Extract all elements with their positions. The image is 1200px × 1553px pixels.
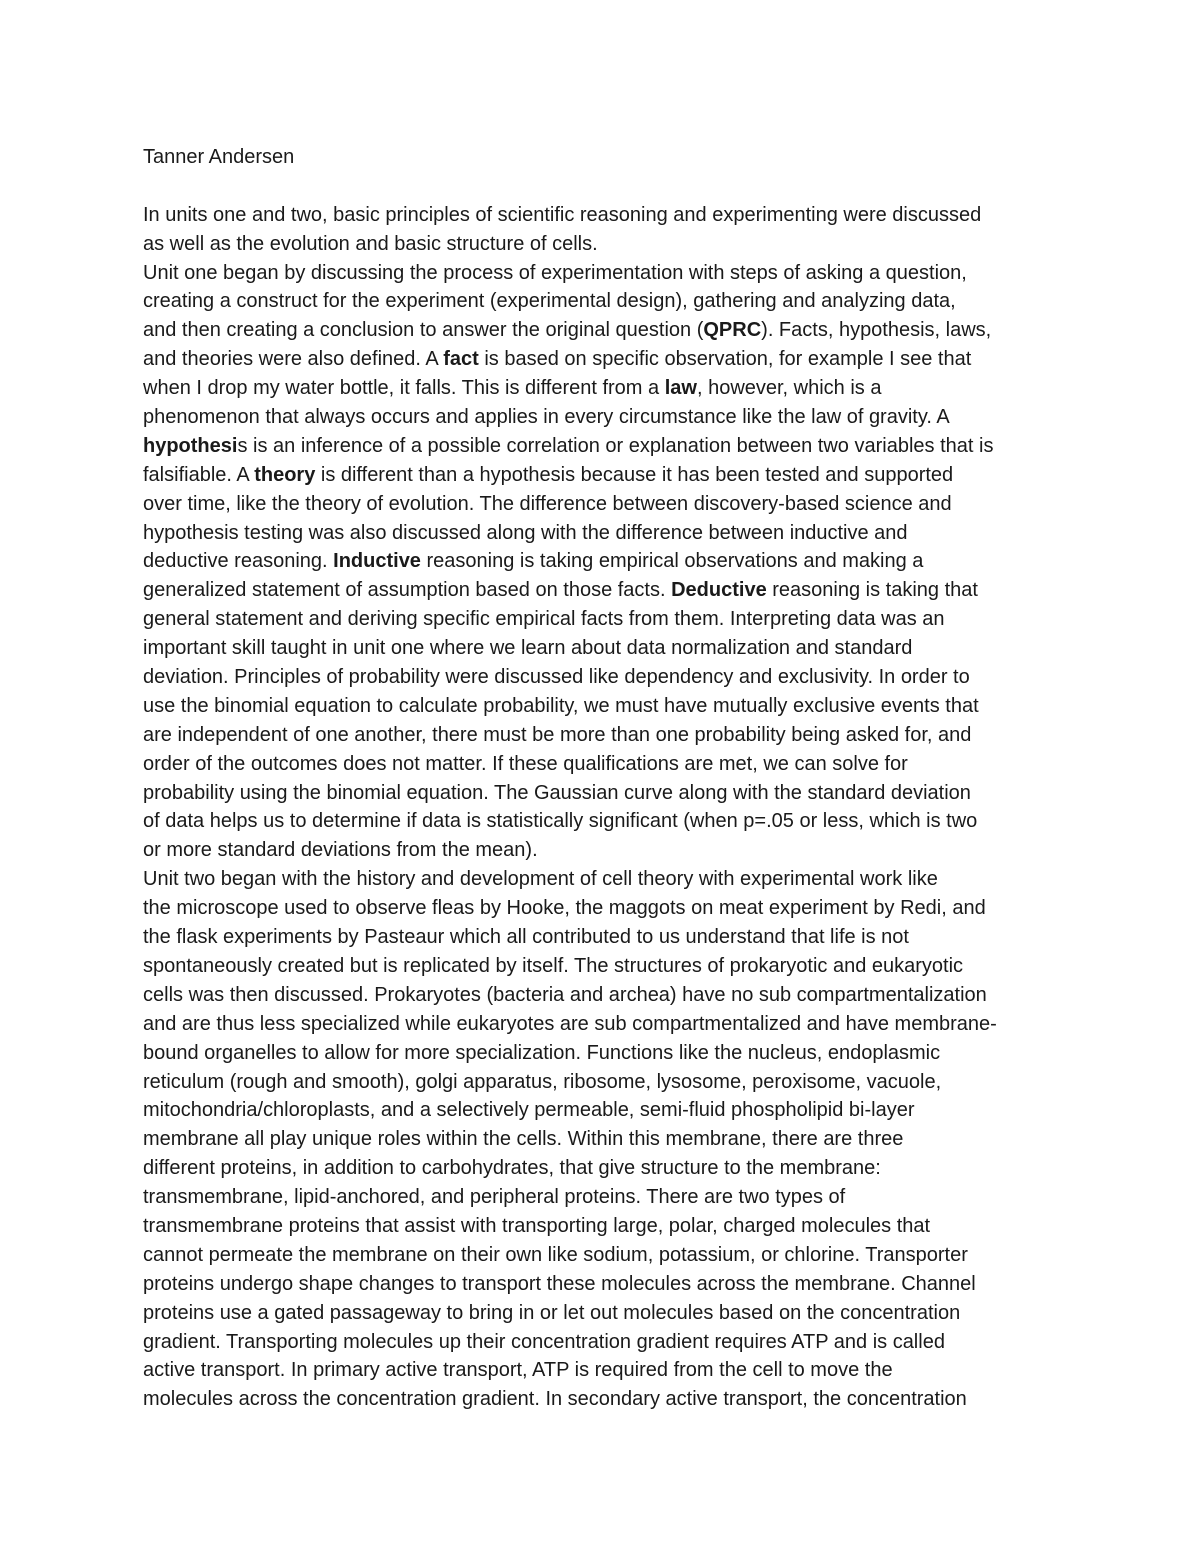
text-line <box>143 345 1073 374</box>
text-segment: when I drop my water bottle, it falls. This is different from a <box>143 377 665 400</box>
text-segment: bound organelles to allow for more specialization. Functions like the nucleus, endoplasmic <box>143 1041 941 1064</box>
text-segment: cells was then discussed. Prokaryotes (bacteria and archea) have no sub compartmentalization <box>143 983 987 1006</box>
text-line <box>143 1385 1073 1414</box>
text-line <box>143 374 1073 403</box>
text-line <box>143 981 1073 1010</box>
blank-line <box>143 172 1073 201</box>
text-segment: the microscope used to observe fleas by Hooke, the maggots on meat experiment by Redi, and <box>143 897 986 920</box>
text-line <box>143 1183 1073 1212</box>
text-segment: hypothesis testing was also discussed along with the difference between inductive and <box>143 521 908 544</box>
text-line <box>143 836 1073 865</box>
text-segment: phenomenon that always occurs and applies in every circumstance like the law of gravity. A <box>143 406 950 429</box>
text-line <box>143 663 1073 692</box>
bold-term: Inductive <box>333 550 421 573</box>
text-segment: different proteins, in addition to carbohydrates, that give structure to the membrane: <box>143 1157 881 1180</box>
bold-term: fact <box>443 348 479 371</box>
text-segment: active transport. In primary active transport, ATP is required from the cell to move the <box>143 1359 893 1382</box>
text-segment: , however, which is a <box>696 377 882 400</box>
text-line <box>143 1125 1073 1154</box>
text-segment: proteins use a gated passageway to bring in or let out molecules based on the concentration <box>143 1301 961 1324</box>
text-line <box>143 230 1073 259</box>
text-line <box>143 952 1073 981</box>
text-segment: use the binomial equation to calculate probability, we must have mutually exclusive events that <box>143 694 979 717</box>
text-line <box>143 461 1073 490</box>
text-segment: membrane all play unique roles within the cells. Within this membrane, there are three <box>143 1128 904 1151</box>
text-segment: generalized statement of assumption based on those facts. <box>143 579 672 602</box>
text-line <box>143 490 1073 519</box>
text-line <box>143 432 1073 461</box>
text-segment: is different than a hypothesis because it has been tested and supported <box>315 463 954 486</box>
text-segment: s is an inference of a possible correlation or explanation between two variables that is <box>237 434 994 457</box>
text-segment: as well as the evolution and basic structure of cells. <box>143 232 598 255</box>
text-segment: In units one and two, basic principles of scientific reasoning and experimenting were discussed <box>143 203 982 226</box>
text-line <box>143 807 1073 836</box>
text-line <box>143 1154 1073 1183</box>
text-line <box>143 692 1073 721</box>
text-segment: molecules across the concentration gradient. In secondary active transport, the concentration <box>143 1388 967 1411</box>
text-segment: or more standard deviations from the mean). <box>143 839 538 862</box>
text-segment: reasoning is taking empirical observations and making a <box>420 550 924 573</box>
bold-term: hypothesi <box>143 434 238 457</box>
text-segment: transmembrane, lipid-anchored, and peripheral proteins. There are two types of <box>143 1186 846 1209</box>
text-line <box>143 1328 1073 1357</box>
text-line <box>143 1356 1073 1385</box>
text-line <box>143 1068 1073 1097</box>
text-segment: mitochondria/chloroplasts, and a selectively permeable, semi-fluid phospholipid bi-layer <box>143 1099 915 1122</box>
text-segment: over time, like the theory of evolution. The difference between discovery-based science and <box>143 492 952 515</box>
text-segment: probability using the binomial equation. The Gaussian curve along with the standard deviation <box>143 781 971 804</box>
text-line <box>143 750 1073 779</box>
text-segment: order of the outcomes does not matter. If these qualifications are met, we can solve for <box>143 752 908 775</box>
author-name: Tanner Andersen <box>143 146 295 168</box>
text-segment: the flask experiments by Pasteaur which all contributed to us understand that life is not <box>143 926 909 949</box>
text-segment: general statement and deriving specific empirical facts from them. Interpreting data was an <box>143 608 945 631</box>
text-segment: and theories were also defined. A <box>143 348 444 371</box>
text-segment: spontaneously created but is replicated by itself. The structures of prokaryotic and eukaryotic <box>143 954 964 977</box>
text-line <box>143 865 1073 894</box>
text-segment: of data helps us to determine if data is statistically significant (when p=.05 or less, which is two <box>143 810 978 833</box>
text-line <box>143 721 1073 750</box>
text-segment: are independent of one another, there must be more than one probability being asked for, and <box>143 723 972 746</box>
text-line <box>143 634 1073 663</box>
text-line <box>143 1010 1073 1039</box>
text-segment: gradient. Transporting molecules up their concentration gradient requires ATP and is called <box>143 1330 945 1353</box>
text-segment: falsifiable. A <box>143 463 255 486</box>
text-segment: ). Facts, hypothesis, laws, <box>761 319 992 342</box>
text-segment: Unit two began with the history and development of cell theory with experimental work like <box>143 868 938 891</box>
bold-term: theory <box>254 463 316 486</box>
text-segment: cannot permeate the membrane on their own like sodium, potassium, or chlorine. Transporter <box>143 1243 968 1266</box>
bold-term: QPRC <box>703 319 762 342</box>
text-segment: creating a construct for the experiment (experimental design), gathering and analyzing data, <box>143 290 956 313</box>
text-line <box>143 605 1073 634</box>
text-line <box>143 201 1073 230</box>
text-segment: important skill taught in unit one where we learn about data normalization and standard <box>143 637 913 660</box>
text-line <box>143 1039 1073 1068</box>
text-line <box>143 1096 1073 1125</box>
text-line <box>143 576 1073 605</box>
text-line <box>143 403 1073 432</box>
text-segment: reasoning is taking that <box>766 579 978 602</box>
text-line <box>143 1299 1073 1328</box>
text-line <box>143 894 1073 923</box>
body-text <box>143 201 1073 1414</box>
text-segment: is based on specific observation, for example I see that <box>478 348 972 371</box>
text-segment: and are thus less specialized while eukaryotes are sub compartmentalized and have membrane- <box>143 1012 997 1035</box>
text-line <box>143 779 1073 808</box>
bold-term: Deductive <box>671 579 767 602</box>
text-segment: transmembrane proteins that assist with transporting large, polar, charged molecules that <box>143 1214 931 1237</box>
text-line <box>143 1270 1073 1299</box>
text-line <box>143 316 1073 345</box>
text-segment: deviation. Principles of probability were discussed like dependency and exclusivity. In order to <box>143 666 970 689</box>
text-line <box>143 519 1073 548</box>
text-segment: Unit one began by discussing the process of experimentation with steps of asking a question, <box>143 261 967 284</box>
text-line <box>143 259 1073 288</box>
text-segment: and then creating a conclusion to answer the original question ( <box>143 319 704 342</box>
text-line <box>143 287 1073 316</box>
text-line <box>143 923 1073 952</box>
text-line <box>143 547 1073 576</box>
text-line <box>143 1212 1073 1241</box>
bold-term: law <box>664 377 697 400</box>
text-line <box>143 1241 1073 1270</box>
document-body <box>143 143 1073 1414</box>
text-segment: deductive reasoning. <box>143 550 334 573</box>
text-segment: reticulum (rough and smooth), golgi apparatus, ribosome, lysosome, peroxisome, vacuole, <box>143 1070 942 1093</box>
text-segment: proteins undergo shape changes to transport these molecules across the membrane. Channel <box>143 1272 976 1295</box>
